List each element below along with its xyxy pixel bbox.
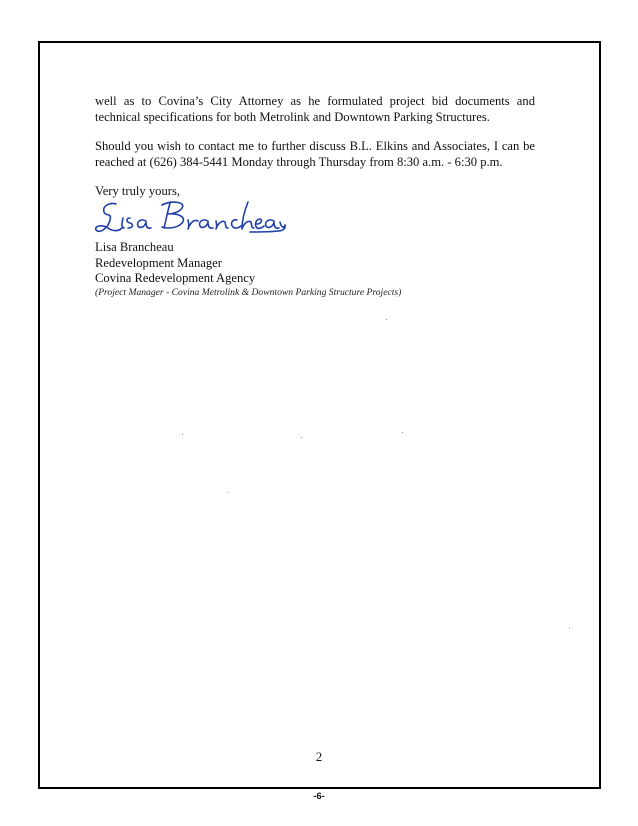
body-paragraph-1: well as to Covina’s City Attorney as he formulated project bid documents and technical specifications for both Metrolink and Downtown Parking Structures. [95,94,535,124]
scan-speck [402,432,403,433]
outer-page-number: -6- [313,791,325,802]
signatory-name: Lisa Brancheau [95,239,174,254]
letter-body [95,94,535,298]
handwritten-signature [92,198,287,238]
signatory-note: (Project Manager - Covina Metrolink & Downtown Parking Structure Projects) [95,286,402,298]
signature-block [95,240,535,298]
scan-speck [228,492,229,493]
signatory-organization: Covina Redevelopment Agency [95,271,256,286]
signatory-title: Redevelopment Manager [95,255,222,270]
body-paragraph-2: Should you wish to contact me to further discuss B.L. Elkins and Associates, I can be reached at (626) 384-5441 Monday through Thursday from 8:30 a.m. - 6:30 p.m. [95,139,535,169]
scan-speck [386,319,387,320]
scan-speck [182,434,183,435]
scan-speck [301,437,302,438]
scan-speck [569,628,570,629]
inner-page-number: 2 [315,750,323,764]
letter-closing: Very truly yours, [95,184,180,199]
